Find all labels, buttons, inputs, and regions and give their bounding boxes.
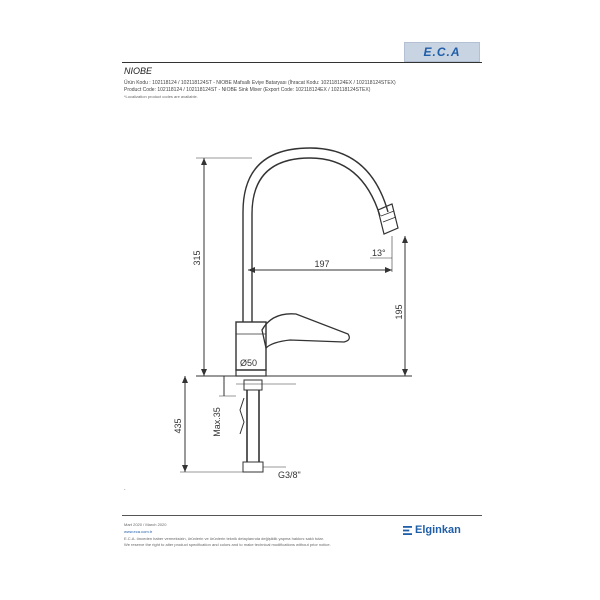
dim-thread: G3/8" <box>278 470 301 480</box>
stray-mark: . <box>124 486 126 492</box>
localization-note: *Localization product codes are available. <box>124 94 198 99</box>
elginkan-text: Elginkan <box>415 524 461 536</box>
footer-note-en: We reserve the right to alter product specification and colors and to make technical modifications without prior notice. <box>124 542 331 547</box>
product-title: NIOBE <box>124 66 153 76</box>
spout-head <box>378 204 398 234</box>
footer-date: Mart 2020 / March 2020 <box>124 522 167 527</box>
product-code-en: Product Code: 102118124 / 102118124ST - NIOBE Sink Mixer (Export Code: 102118124EX / 102118124STEX) <box>124 87 371 93</box>
footer-divider <box>122 515 482 516</box>
dim-435: 435 <box>173 418 183 434</box>
dim-315: 315 <box>192 250 202 266</box>
mixer-base <box>236 370 266 376</box>
mixer-lever <box>262 314 349 348</box>
footer-url[interactable]: www.eca.com.tr <box>124 529 153 534</box>
dim-197: 197 <box>314 259 330 269</box>
dim-195: 195 <box>394 304 404 320</box>
dim-max35: Max.35 <box>212 407 222 437</box>
eca-logo-text: E.C.A <box>423 45 461 59</box>
spout-inner <box>252 158 380 322</box>
dim-angle: 13° <box>372 248 386 258</box>
footer-note-tr: E.C.A. önceden haber vermeksizin, ürünlerin ve ürünlerin teknik detaylarında değişiklik yapma hakkını saklı tutar. <box>124 536 324 541</box>
dim-diameter: Ø50 <box>240 358 258 368</box>
hose-connector <box>243 462 263 472</box>
fixing-nut <box>244 380 262 390</box>
elginkan-mark-icon <box>403 526 412 535</box>
product-code-tr: Ürün Kodu : 102118124 / 102118124ST - NIOBE Mafsallı Eviye Bataryası (İhracat Kodu: 102118124EX / 102118124STEX) <box>124 80 396 86</box>
elginkan-logo <box>403 524 461 536</box>
